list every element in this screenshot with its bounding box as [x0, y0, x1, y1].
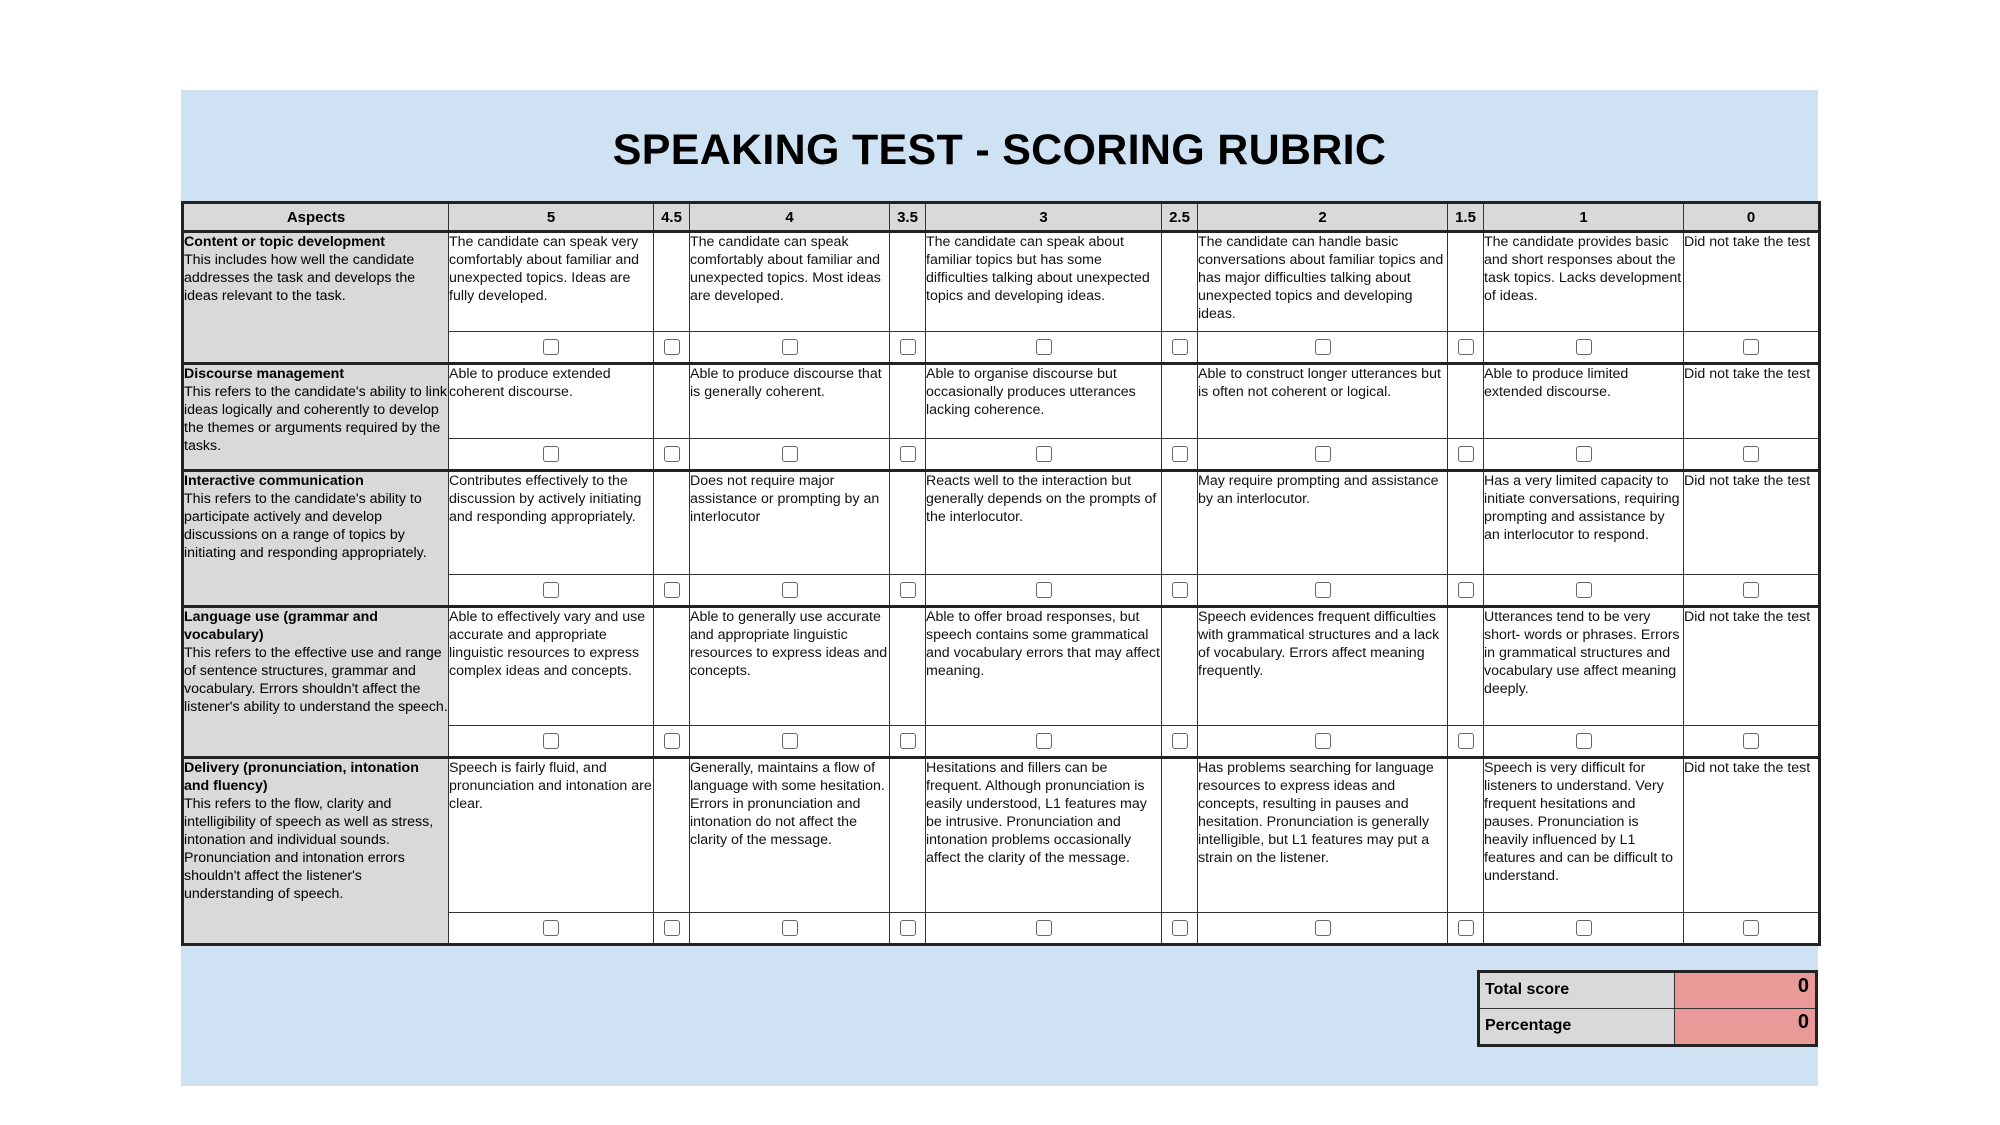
descriptor-3-5 [890, 471, 926, 575]
header-score-4-5: 4.5 [654, 203, 690, 232]
checkbox-score-1-5[interactable] [1458, 582, 1474, 598]
checkbox-score-1[interactable] [1576, 446, 1592, 462]
checkbox-score-5[interactable] [543, 339, 559, 355]
descriptor-5: The candidate can speak very comfortably about familiar and unexpected topics. Ideas are fully developed. [449, 232, 654, 332]
checkbox-score-3-5[interactable] [900, 920, 916, 936]
checkbox-score-2-5[interactable] [1172, 920, 1188, 936]
header-score-3: 3 [926, 203, 1162, 232]
descriptor-3-5 [890, 607, 926, 726]
checkbox-score-3-5[interactable] [900, 733, 916, 749]
descriptor-1: Able to produce limited extended discourse. [1484, 364, 1684, 439]
aspect-name: Interactive communication [184, 473, 364, 489]
checkbox-score-0[interactable] [1743, 582, 1759, 598]
descriptor-4: Able to generally use accurate and appropriate linguistic resources to express ideas and concepts. [690, 607, 890, 726]
header-row [183, 203, 1820, 232]
checkbox-score-4[interactable] [782, 339, 798, 355]
descriptor-5: Contributes effectively to the discussion by actively initiating and responding appropriately. [449, 471, 654, 575]
checkbox-score-3-5[interactable] [900, 582, 916, 598]
aspect-description: This refers to the candidate's ability to link ideas logically and coherently to develop the themes or arguments required by the tasks. [184, 384, 447, 454]
checkbox-score-5[interactable] [543, 733, 559, 749]
checkbox-score-4-5[interactable] [664, 582, 680, 598]
checkbox-score-1-5[interactable] [1458, 920, 1474, 936]
checkbox-score-0[interactable] [1743, 733, 1759, 749]
checkbox-score-2[interactable] [1315, 582, 1331, 598]
total-score-row [1479, 972, 1817, 1009]
descriptor-2-5 [1162, 364, 1198, 439]
checkbox-score-2[interactable] [1315, 733, 1331, 749]
rubric-row-discourse [183, 364, 1820, 439]
aspect-cell [183, 607, 449, 758]
descriptor-3-5 [890, 364, 926, 439]
descriptor-4-5 [654, 471, 690, 575]
header-score-1-5: 1.5 [1448, 203, 1484, 232]
checkbox-score-4[interactable] [782, 446, 798, 462]
rubric-row-content [183, 232, 1820, 332]
descriptor-3: Hesitations and fillers can be frequent. Although pronunciation is easily understood, L1 features may be intrusive. Pronunciation and intonation problems occasionally affect the clarity of the message. [926, 758, 1162, 913]
checkbox-score-3-5[interactable] [900, 339, 916, 355]
checkbox-score-4-5[interactable] [664, 446, 680, 462]
aspect-cell [183, 471, 449, 607]
descriptor-0: Did not take the test [1684, 364, 1820, 439]
checkbox-score-2[interactable] [1315, 339, 1331, 355]
header-score-0: 0 [1684, 203, 1820, 232]
descriptor-5: Able to produce extended coherent discourse. [449, 364, 654, 439]
aspect-name: Delivery (pronunciation, intonation and fluency) [184, 760, 419, 794]
descriptor-3: Able to offer broad responses, but speech contains some grammatical and vocabulary errors that may affect meaning. [926, 607, 1162, 726]
checkbox-score-4[interactable] [782, 920, 798, 936]
aspect-description: This refers to the effective use and range of sentence structures, grammar and vocabulary. Errors shouldn't affect the listener's ability to understand the speech. [184, 645, 448, 715]
descriptor-1-5 [1448, 364, 1484, 439]
total-score-value: 0 [1675, 972, 1817, 1009]
header-score-2: 2 [1198, 203, 1448, 232]
descriptor-4-5 [654, 758, 690, 913]
descriptor-1-5 [1448, 758, 1484, 913]
descriptor-1: Utterances tend to be very short- words or phrases. Errors in grammatical structures and vocabulary use affect meaning deeply. [1484, 607, 1684, 726]
aspect-description: This refers to the flow, clarity and intelligibility of speech as well as stress, intonation and individual sounds. Pronunciation and intonation errors shouldn't affect the listener's understanding of speech. [184, 796, 434, 902]
aspect-description: This includes how well the candidate addresses the task and develops the ideas relevant to the task. [184, 252, 416, 304]
header-aspects: Aspects [183, 203, 449, 232]
checkbox-score-4-5[interactable] [664, 733, 680, 749]
descriptor-0: Did not take the test [1684, 471, 1820, 575]
checkbox-score-4-5[interactable] [664, 339, 680, 355]
checkbox-score-1-5[interactable] [1458, 446, 1474, 462]
aspect-cell [183, 758, 449, 945]
checkbox-score-1-5[interactable] [1458, 339, 1474, 355]
checkbox-score-2[interactable] [1315, 446, 1331, 462]
checkbox-score-2-5[interactable] [1172, 339, 1188, 355]
checkbox-score-2-5[interactable] [1172, 446, 1188, 462]
aspect-description: This refers to the candidate's ability to participate actively and develop discussions on a range of topics by initiating and responding appropriately. [184, 491, 427, 561]
checkbox-score-2-5[interactable] [1172, 733, 1188, 749]
checkbox-score-1-5[interactable] [1458, 733, 1474, 749]
checkbox-score-1[interactable] [1576, 920, 1592, 936]
descriptor-3: Able to organise discourse but occasionally produces utterances lacking coherence. [926, 364, 1162, 439]
aspect-cell [183, 364, 449, 471]
descriptor-4: Generally, maintains a flow of language with some hesitation. Errors in pronunciation and intonation do not affect the clarity of the message. [690, 758, 890, 913]
percentage-row [1479, 1009, 1817, 1046]
descriptor-5: Speech is fairly fluid, and pronunciation and intonation are clear. [449, 758, 654, 913]
descriptor-2-5 [1162, 758, 1198, 913]
percentage-value: 0 [1675, 1009, 1817, 1046]
descriptor-0: Did not take the test [1684, 607, 1820, 726]
header-score-1: 1 [1484, 203, 1684, 232]
descriptor-4-5 [654, 232, 690, 332]
checkbox-score-4-5[interactable] [664, 920, 680, 936]
checkbox-score-3[interactable] [1036, 339, 1052, 355]
descriptor-2: The candidate can handle basic conversations about familiar topics and has major difficulties talking about unexpected topics and developing ideas. [1198, 232, 1448, 332]
descriptor-1-5 [1448, 471, 1484, 575]
percentage-label: Percentage [1479, 1009, 1675, 1046]
rubric-row-interactive [183, 471, 1820, 575]
checkbox-score-3[interactable] [1036, 446, 1052, 462]
descriptor-4-5 [654, 364, 690, 439]
checkbox-score-5[interactable] [543, 446, 559, 462]
checkbox-score-2[interactable] [1315, 920, 1331, 936]
checkbox-score-0[interactable] [1743, 446, 1759, 462]
aspect-name: Content or topic development [184, 234, 385, 250]
aspect-name: Discourse management [184, 366, 345, 382]
descriptor-1-5 [1448, 607, 1484, 726]
descriptor-4: Does not require major assistance or prompting by an interlocutor [690, 471, 890, 575]
descriptor-2: Able to construct longer utterances but is often not coherent or logical. [1198, 364, 1448, 439]
descriptor-4: The candidate can speak comfortably about familiar and unexpected topics. Most ideas are developed. [690, 232, 890, 332]
descriptor-2-5 [1162, 607, 1198, 726]
descriptor-0: Did not take the test [1684, 232, 1820, 332]
checkbox-score-2-5[interactable] [1172, 582, 1188, 598]
checkbox-score-4[interactable] [782, 733, 798, 749]
checkbox-score-3[interactable] [1036, 920, 1052, 936]
descriptor-4: Able to produce discourse that is generally coherent. [690, 364, 890, 439]
descriptor-4-5 [654, 607, 690, 726]
descriptor-2: Has problems searching for language resources to express ideas and concepts, resulting in pauses and hesitation. Pronunciation is generally intelligible, but L1 features may put a strain on the listener. [1198, 758, 1448, 913]
header-score-5: 5 [449, 203, 654, 232]
descriptor-2-5 [1162, 471, 1198, 575]
descriptor-1-5 [1448, 232, 1484, 332]
header-score-4: 4 [690, 203, 890, 232]
checkbox-score-5[interactable] [543, 582, 559, 598]
descriptor-1: Has a very limited capacity to initiate conversations, requiring prompting and assistance by an interlocutor to respond. [1484, 471, 1684, 575]
checkbox-score-1[interactable] [1576, 582, 1592, 598]
descriptor-3-5 [890, 758, 926, 913]
descriptor-3: The candidate can speak about familiar topics but has some difficulties talking about unexpected topics and developing ideas. [926, 232, 1162, 332]
descriptor-1: The candidate provides basic and short responses about the task topics. Lacks development of ideas. [1484, 232, 1684, 332]
descriptor-2-5 [1162, 232, 1198, 332]
descriptor-3: Reacts well to the interaction but generally depends on the prompts of the interlocutor. [926, 471, 1162, 575]
rubric-sheet [181, 90, 1818, 1086]
header-score-2-5: 2.5 [1162, 203, 1198, 232]
checkbox-score-0[interactable] [1743, 339, 1759, 355]
checkbox-score-3[interactable] [1036, 733, 1052, 749]
descriptor-5: Able to effectively vary and use accurate and appropriate linguistic resources to express complex ideas and concepts. [449, 607, 654, 726]
checkbox-score-3[interactable] [1036, 582, 1052, 598]
rubric-row-delivery [183, 758, 1820, 913]
header-score-3-5: 3.5 [890, 203, 926, 232]
total-score-label: Total score [1479, 972, 1675, 1009]
checkbox-score-5[interactable] [543, 920, 559, 936]
descriptor-2: May require prompting and assistance by an interlocutor. [1198, 471, 1448, 575]
descriptor-0: Did not take the test [1684, 758, 1820, 913]
checkbox-score-3-5[interactable] [900, 446, 916, 462]
descriptor-3-5 [890, 232, 926, 332]
score-summary [1477, 970, 1818, 1047]
aspect-cell [183, 232, 449, 364]
checkbox-score-4[interactable] [782, 582, 798, 598]
checkbox-score-1[interactable] [1576, 339, 1592, 355]
descriptor-1: Speech is very difficult for listeners to understand. Very frequent hesitations and pauses. Pronunciation is heavily influenced by L1 features and can be difficult to understand. [1484, 758, 1684, 913]
rubric-row-language [183, 607, 1820, 726]
checkbox-score-1[interactable] [1576, 733, 1592, 749]
descriptor-2: Speech evidences frequent difficulties with grammatical structures and a lack of vocabulary. Errors affect meaning frequently. [1198, 607, 1448, 726]
checkbox-score-0[interactable] [1743, 920, 1759, 936]
page-title: SPEAKING TEST - SCORING RUBRIC [612, 126, 1387, 174]
aspect-name: Language use (grammar and vocabulary) [184, 609, 378, 643]
rubric-table [181, 201, 1821, 946]
